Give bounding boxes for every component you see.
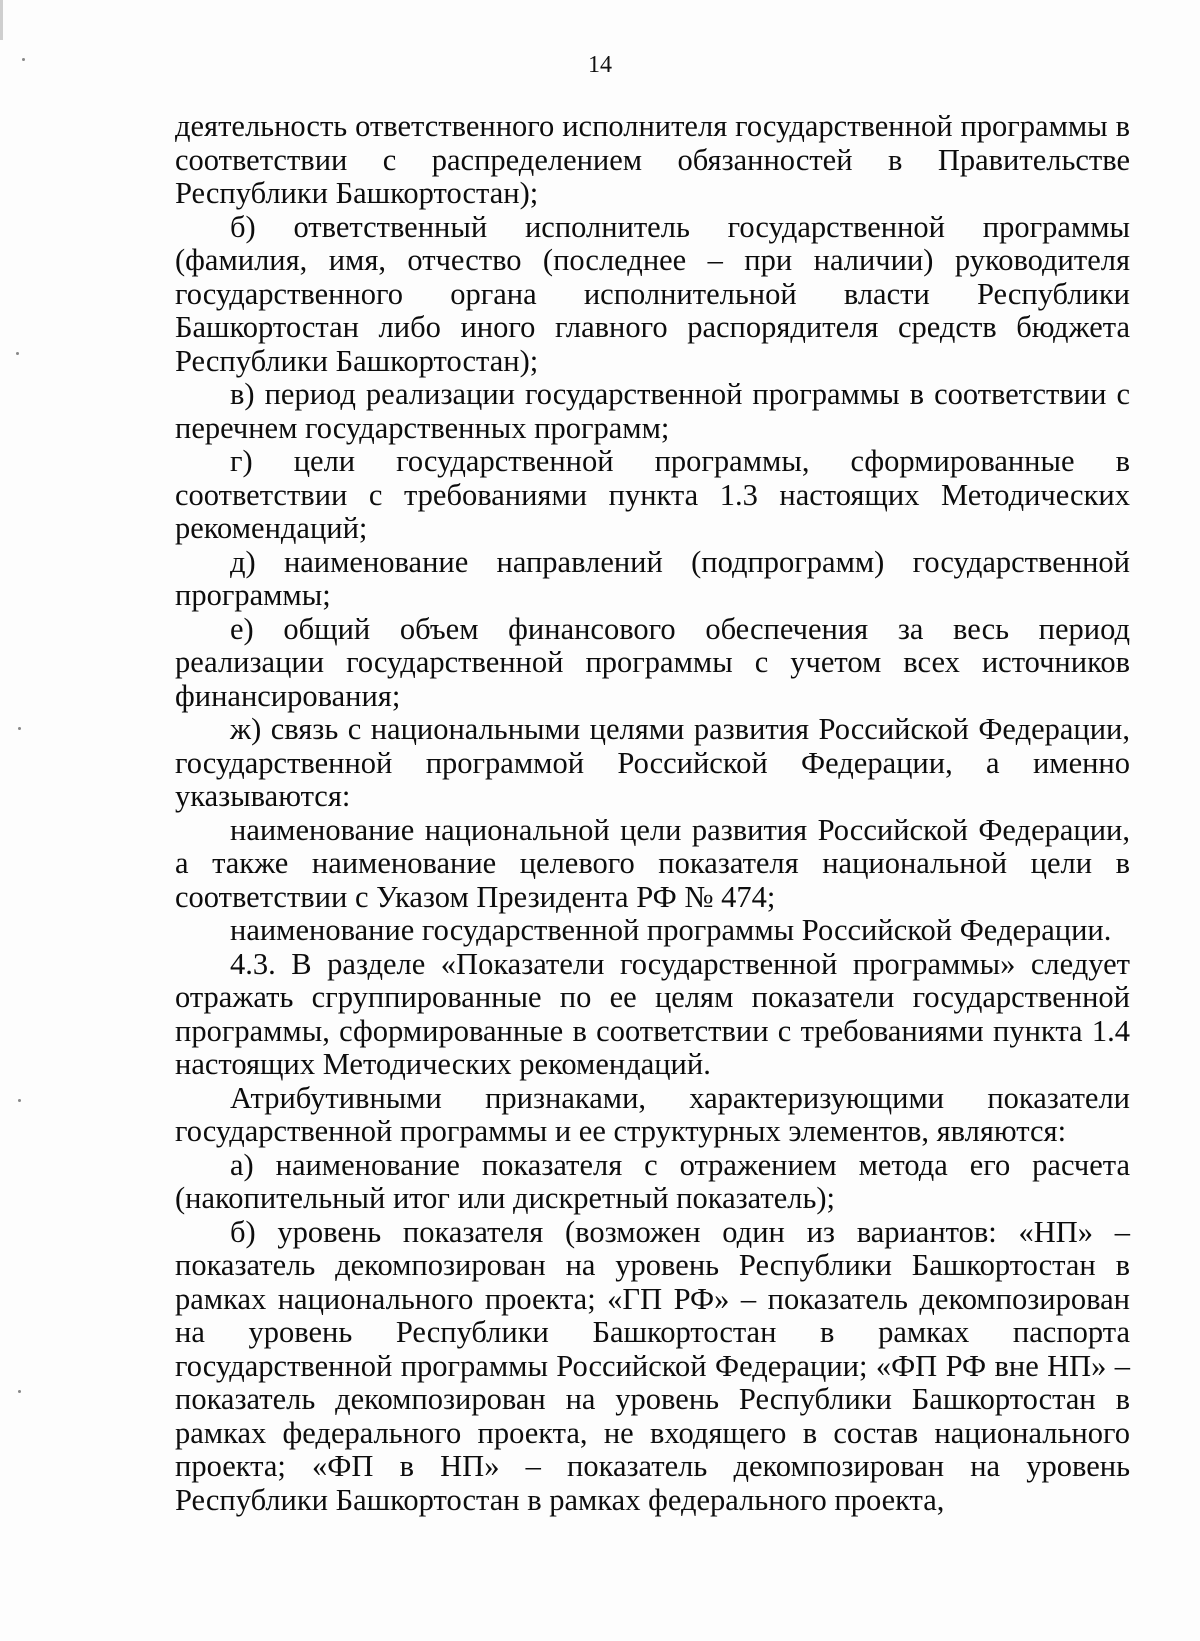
scan-speck — [18, 727, 21, 730]
scan-speck — [16, 352, 19, 355]
paragraph: ж) связь с национальными целями развития Российской Федерации, государственной программой Российской Федерации, а именно указываются: — [175, 712, 1130, 813]
paragraph: д) наименование направлений (подпрограмм) государственной программы; — [175, 544, 1130, 612]
paragraph: деятельность ответственного исполнителя государственной программы в соответствии с распределением обязанностей в Правительстве Республики Башкортостан); — [175, 109, 1130, 210]
paragraph: б) уровень показателя (возможен один из вариантов: «НП» – показатель декомпозирован на уровень Республики Башкортостан в рамках национального проекта; «ГП РФ» – показатель декомпозирован на уровень Республики Башкортостан в рамках паспорта государственной программы Российской Федерации; «ФП РФ вне НП» – показатель декомпозирован на уровень Республики Башкортостан в рамках федерального проекта, не входящего в состав национального проекта; «ФП в НП» – показатель декомпозирован на уровень Республики Башкортостан в рамках федерального проекта, — [175, 1214, 1130, 1517]
paragraph: е) общий объем финансового обеспечения за весь период реализации государственной программы с учетом всех источников финансирования; — [175, 611, 1130, 713]
scan-speck — [18, 1099, 21, 1102]
paragraph: г) цели государственной программы, сформированные в соответствии с требованиями пункта 1.3 настоящих Методических рекомендаций; — [175, 444, 1130, 545]
paragraph: Атрибутивными признаками, характеризующими показатели государственной программы и ее структурных элементов, являются: — [175, 1080, 1130, 1148]
paragraph: б) ответственный исполнитель государственной программы (фамилия, имя, отчество (последнее – при наличии) руководителя государственного органа исполнительной власти Республики Башкортостан либо иного главного распорядителя средств бюджета Республики Башкортостан); — [175, 209, 1130, 378]
paragraph: в) период реализации государственной программы в соответствии с перечнем государственных программ; — [175, 377, 1130, 445]
scan-speck — [18, 1390, 21, 1393]
paragraph: а) наименование показателя с отражением метода его расчета (накопительный итог или дискретный показатель); — [175, 1147, 1130, 1215]
page-number: 14 — [588, 52, 612, 78]
paragraph: наименование государственной программы Российской Федерации. — [230, 913, 1112, 947]
document-body — [175, 110, 1130, 1517]
scan-edge-mark — [0, 0, 3, 40]
paragraph: наименование национальной цели развития Российской Федерации, а также наименование целевого показателя национальной цели в соответствии с Указом Президента РФ № 474; — [175, 812, 1130, 914]
paragraph: 4.3. В разделе «Показатели государственной программы» следует отражать сгруппированные по ее целям показатели государственной программы, сформированные в соответствии с требованиями пункта 1.4 настоящих Методических рекомендаций. — [175, 946, 1130, 1081]
